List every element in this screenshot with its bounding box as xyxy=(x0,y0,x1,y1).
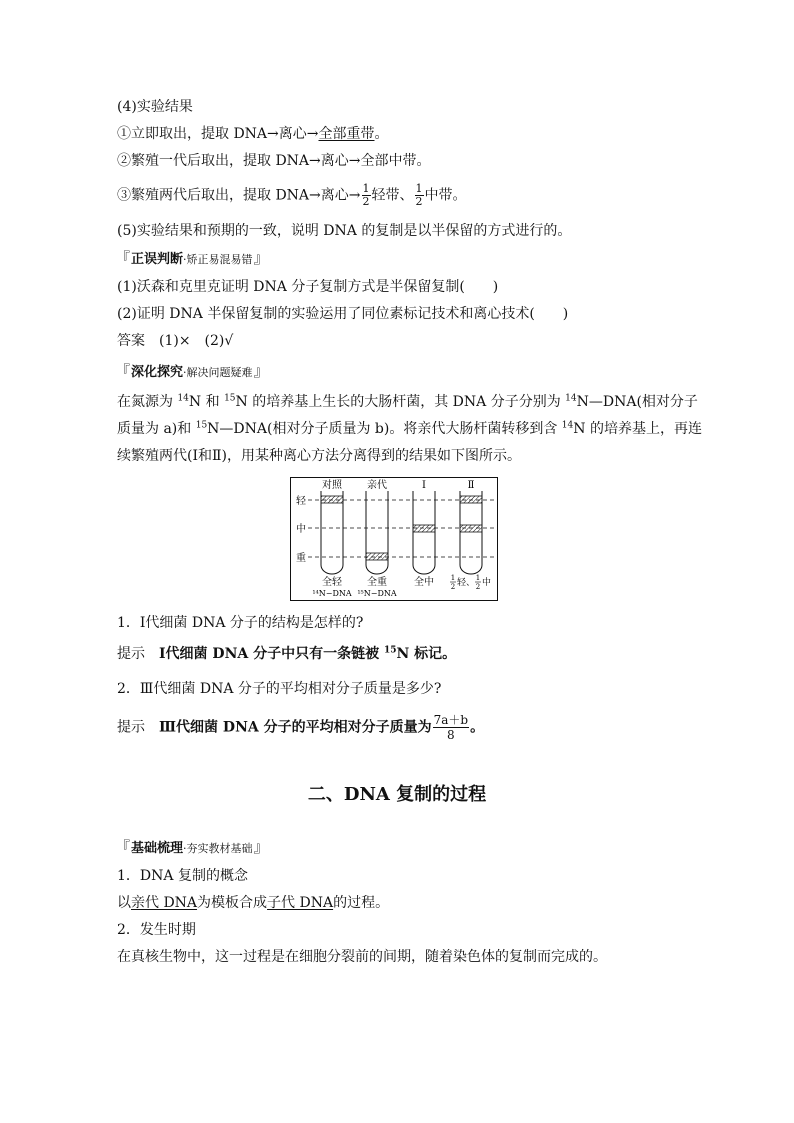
label-gen2-middle: 中 xyxy=(482,578,492,588)
hint-2: 提示 Ⅲ代细菌 DNA 分子的平均相对分子质量为 $\frac{7a+b}{8}$ 。 xyxy=(117,713,485,742)
explore-p1: 在氮源为 $^{14}$N 和 $^{15}$N 的培养基上生长的大肠杆菌，其 DNA 分子分别为 $^{14}$N—DNA(相对分子 xyxy=(117,393,698,410)
label-gen2-frac2-num: 1 xyxy=(475,574,481,582)
header-parent: 亲代 xyxy=(367,480,387,491)
band-gen1-middle xyxy=(413,525,435,532)
basics-heading-2: 2．发生时期 xyxy=(117,922,196,938)
sublabel-15n-dna: ¹⁵N−DNA xyxy=(357,589,397,598)
exp-result-2: ②繁殖一代后取出，提取 DNA→离心→全部中带。 xyxy=(117,153,431,169)
label-all-heavy: 全重 xyxy=(367,577,387,588)
band-parent-heavy xyxy=(366,553,388,560)
explore-p3: 续繁殖两代(Ⅰ和Ⅱ)，用某种离心方法分离得到的结果如下图所示。 xyxy=(117,448,521,464)
centrifuge-diagram xyxy=(290,477,498,601)
fraction-half: $\frac{1}{2}$ xyxy=(362,182,370,208)
basics-period: 在真核生物中，这一过程是在细胞分裂前的间期，随着染色体的复制而完成的。 xyxy=(117,949,607,965)
tag-basics: 『基础梳理·夯实教材基础』 xyxy=(115,838,269,856)
judge-answer: 答案 (1)× (2)√ xyxy=(117,333,234,349)
sublabel-14n-dna: ¹⁴N−DNA xyxy=(312,589,352,598)
label-all-middle: 全中 xyxy=(414,577,434,588)
fraction-avg-mass: $\frac{7a+b}{8}$ xyxy=(433,713,469,742)
basics-concept: 以亲代 DNA为模板合成子代 DNA的过程。 xyxy=(117,895,390,911)
fraction-half: $\frac{1}{2}$ xyxy=(415,182,423,208)
exp-result-1: ①立即取出，提取 DNA→离心→全部重带。 xyxy=(117,126,389,142)
band-gen2-light xyxy=(460,496,482,503)
header-control: 对照 xyxy=(322,480,342,491)
exp-result-heading: (4)实验结果 xyxy=(117,99,193,115)
explore-p2: 质量为 a)和 $^{15}$N—DNA(相对分子质量为 b)。将亲代大肠杆菌转移到含 $^{14}$N 的培养基上，再连 xyxy=(117,420,702,437)
question-2: 2．Ⅲ代细菌 DNA 分子的平均相对分子质量是多少? xyxy=(117,681,442,697)
label-all-light: 全轻 xyxy=(322,577,342,588)
header-gen-2: Ⅱ xyxy=(467,480,475,491)
band-gen2-middle xyxy=(460,525,482,532)
question-1: 1．Ⅰ代细菌 DNA 分子的结构是怎样的? xyxy=(117,615,364,631)
tag-true-false: 『正误判断·矫正易混易错』 xyxy=(115,249,269,267)
label-gen2-frac1-num: 1 xyxy=(450,574,456,582)
level-middle: 中 xyxy=(296,524,306,535)
level-light: 轻 xyxy=(296,496,306,507)
header-gen-1: Ⅰ xyxy=(422,480,426,491)
judge-q2: (2)证明 DNA 半保留复制的实验运用了同位素标记技术和离心技术( ) xyxy=(117,306,569,322)
label-gen2-frac2-den: 2 xyxy=(475,583,481,591)
band-control-light xyxy=(321,496,343,503)
label-gen2-light: 轻、 xyxy=(457,578,476,588)
exp-conclusion: (5)实验结果和预期的一致，说明 DNA 的复制是以半保留的方式进行的。 xyxy=(117,223,572,239)
label-gen2-frac1-den: 2 xyxy=(450,583,456,591)
hint-1: 提示 Ⅰ代细菌 DNA 分子中只有一条链被 $^{15}$N 标记。 xyxy=(117,645,457,662)
judge-q1: (1)沃森和克里克证明 DNA 分子复制方式是半保留复制( ) xyxy=(117,279,499,295)
exp-result-3: ③繁殖两代后取出，提取 DNA→离心→ $\frac{1}{2}$ 轻带、 $\frac{1}{2}$ 中带。 xyxy=(117,182,467,208)
section-title: 二、DNA 复制的过程 xyxy=(307,784,487,805)
level-heavy: 重 xyxy=(296,553,306,564)
basics-heading-1: 1．DNA 复制的概念 xyxy=(117,868,248,884)
tag-explore: 『深化探究·解决问题疑难』 xyxy=(115,362,269,380)
